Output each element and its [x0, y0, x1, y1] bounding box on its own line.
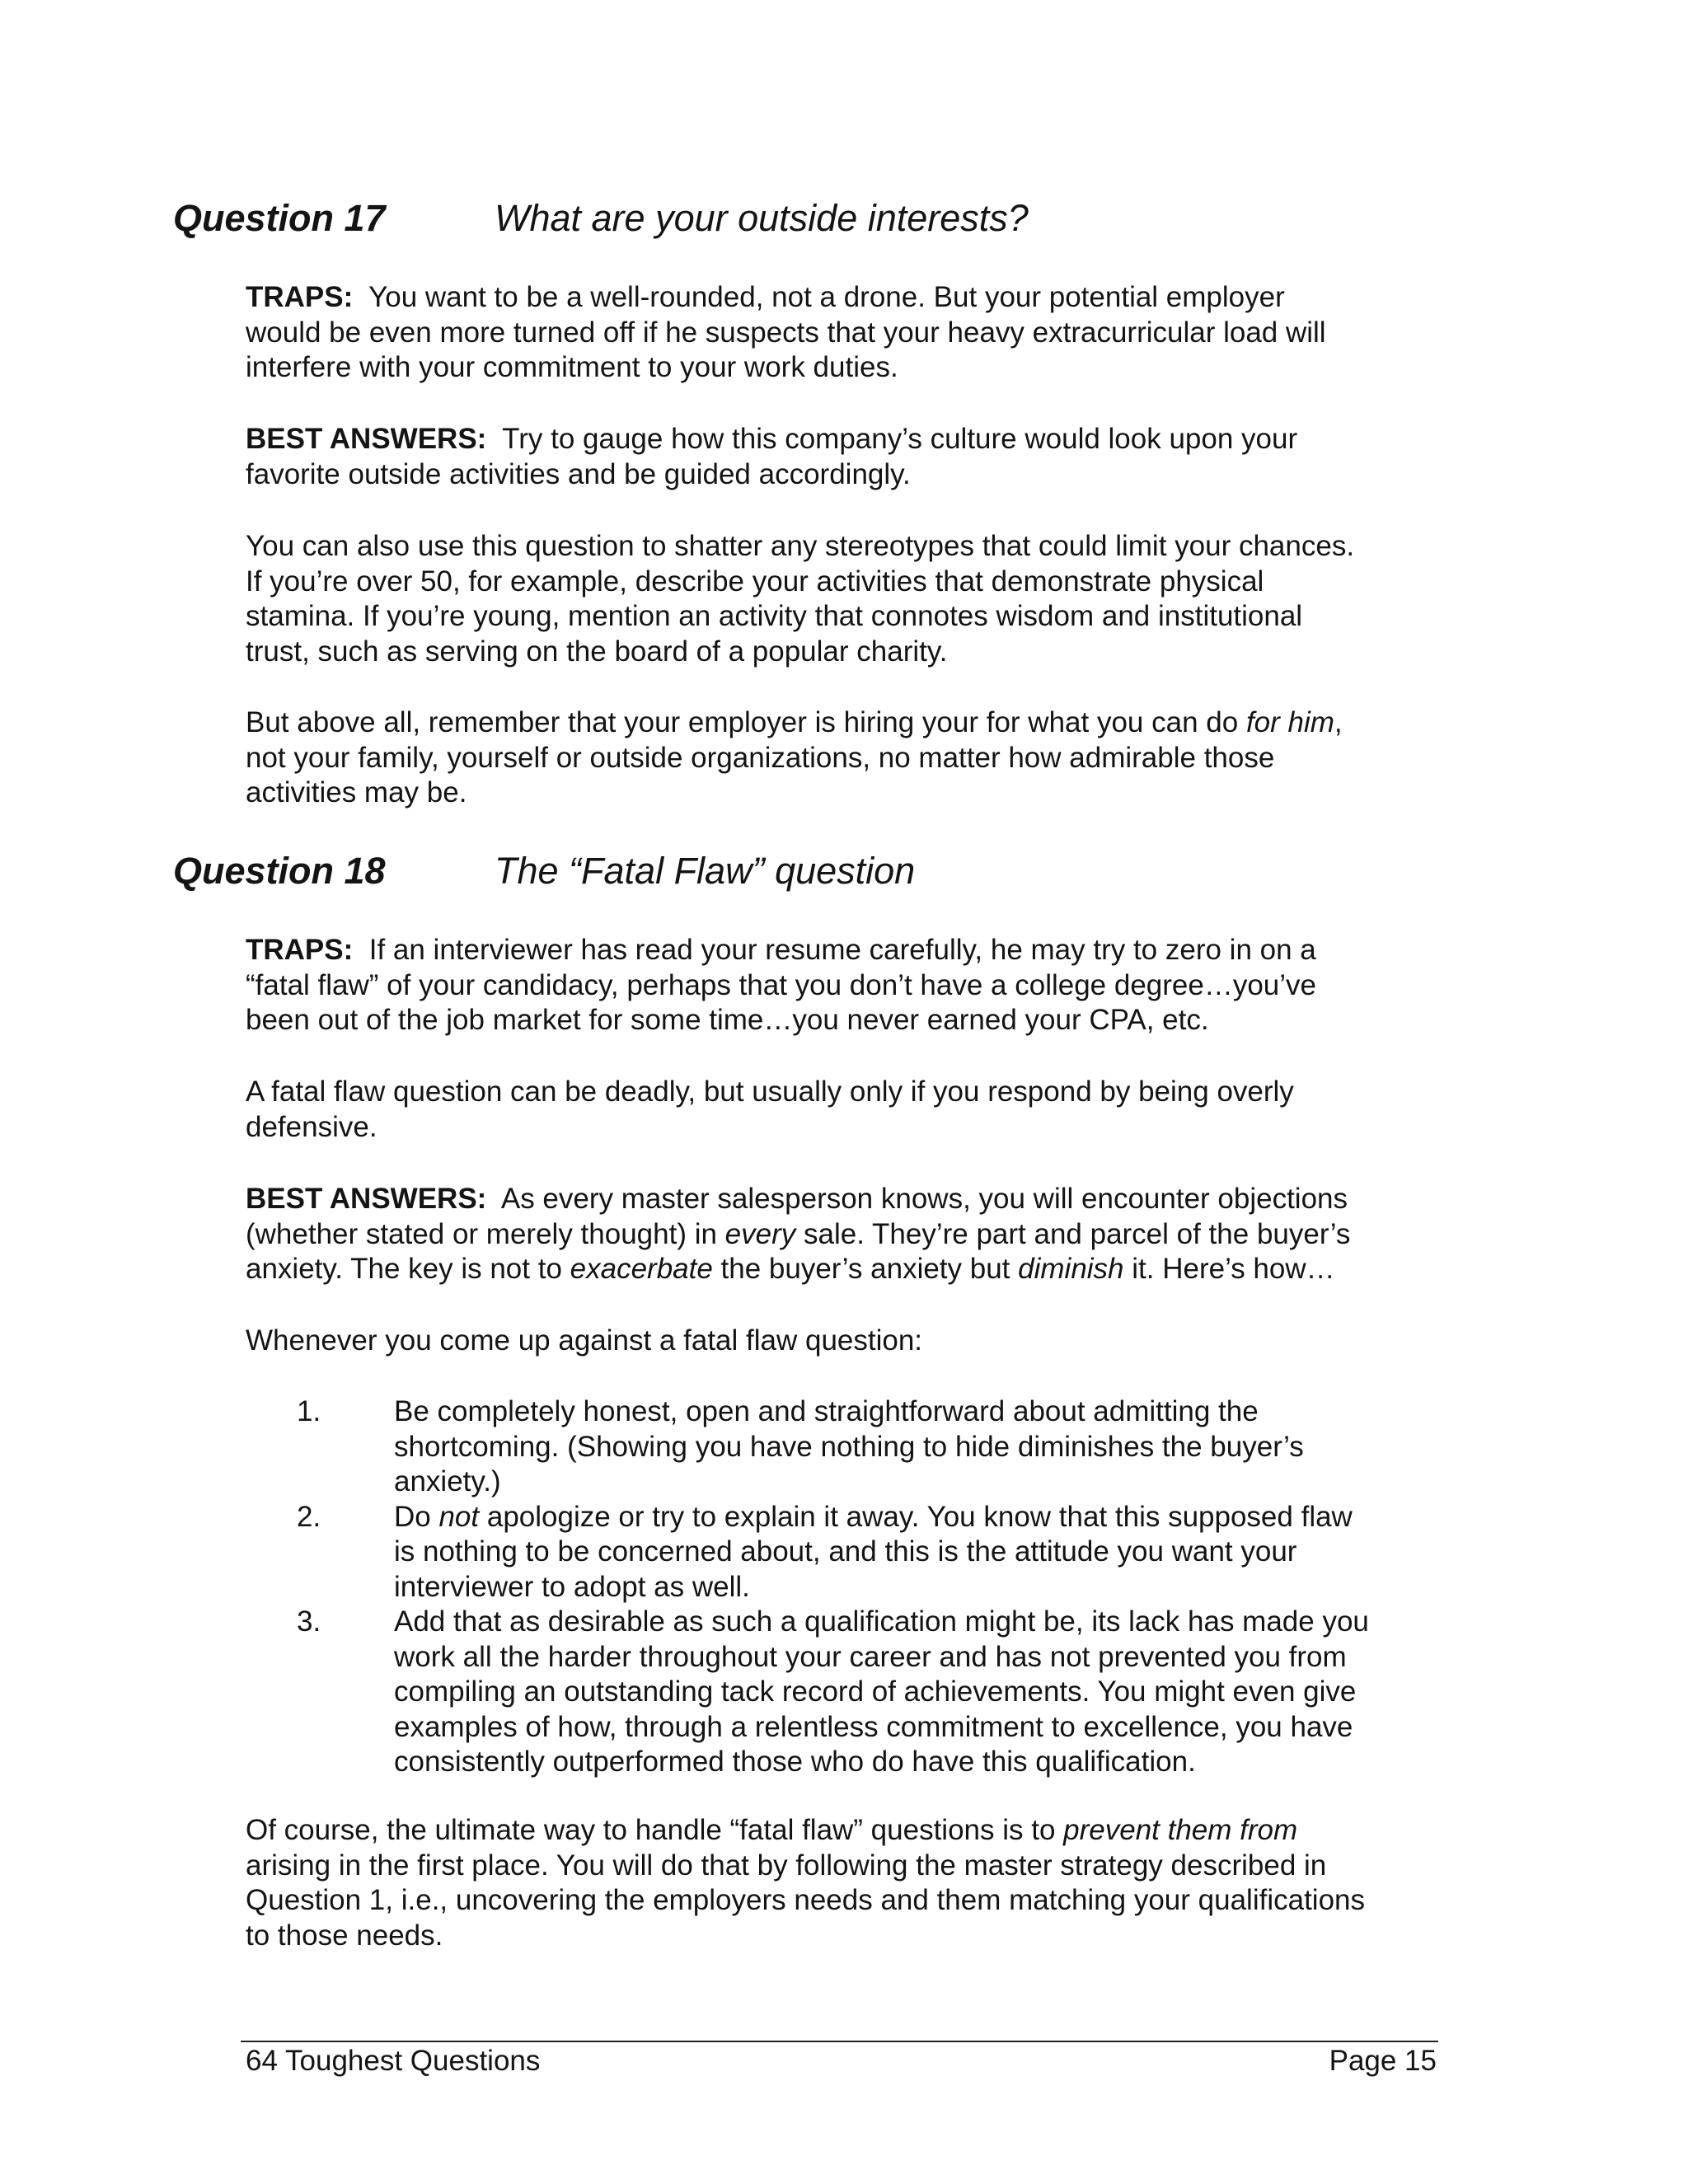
text-line: If you’re over 50, for example, describe your activities that demonstrate physical: [246, 565, 1264, 598]
text-line: shortcoming. (Showing you have nothing to hide diminishes the buyer’s: [394, 1430, 1304, 1463]
q17-paragraph-above-all: [246, 705, 1441, 811]
text-line: defensive.: [246, 1110, 377, 1143]
traps-label: TRAPS:: [246, 281, 354, 313]
q17-paragraph-stereotypes: [246, 529, 1441, 669]
text-line: A fatal flaw question can be deadly, but usually only if you respond by being overly: [246, 1076, 1294, 1108]
list-item: [246, 1394, 1441, 1500]
text-line: Do not apologize or try to explain it away. You know that this supposed flaw: [394, 1500, 1353, 1533]
text-line: examples of how, through a relentless commitment to excellence, you have: [394, 1710, 1353, 1743]
text-line: As every master salesperson knows, you will encounter objections: [500, 1183, 1348, 1215]
text-line: (whether stated or merely thought) in every sale. They’re part and parcel of the buyer’s: [246, 1217, 1351, 1250]
best-answers-label: BEST ANSWERS:: [246, 1183, 487, 1215]
text-line: But above all, remember that your employer is hiring your for what you can do for him,: [246, 706, 1343, 738]
question-title: What are your outside interests?: [495, 197, 1029, 239]
text-line: would be even more turned off if he suspects that your heavy extracurricular load will: [246, 316, 1326, 349]
footer-title: 64 Toughest Questions: [246, 2045, 541, 2077]
text-line: favorite outside activities and be guided accordingly.: [246, 457, 911, 490]
page-number: Page 15: [1329, 2045, 1437, 2077]
text-line: Try to gauge how this company’s culture would look upon your: [502, 423, 1298, 455]
text-line: anxiety.): [394, 1465, 501, 1497]
text-line: “fatal flaw” of your candidacy, perhaps that you don’t have a college degree…you’ve: [246, 968, 1317, 1001]
text-line: Question 1, i.e., uncovering the employers needs and them matching your qualifications: [246, 1884, 1365, 1916]
q18-whenever: [246, 1324, 1441, 1359]
question-17-heading: [173, 196, 1029, 241]
q18-traps: [246, 933, 1441, 1038]
q18-best-answers: [246, 1182, 1441, 1287]
text-line: If an interviewer has read your resume carefully, he may try to zero in on a: [368, 934, 1316, 966]
text-line: work all the harder throughout your career and has not prevented you from: [394, 1640, 1347, 1673]
text-line: stamina. If you’re young, mention an activity that connotes wisdom and institutional: [246, 600, 1303, 632]
list-item: [246, 1605, 1441, 1780]
text-line: is nothing to be concerned about, and this is the attitude you want your: [394, 1535, 1297, 1568]
list-number: 2.: [297, 1500, 321, 1533]
traps-label: TRAPS:: [246, 934, 354, 966]
question-title: The “Fatal Flaw” question: [495, 850, 916, 892]
text-line: been out of the job market for some time…you never earned your CPA, etc.: [246, 1004, 1209, 1036]
text-line: Be completely honest, open and straightforward about admitting the: [394, 1395, 1259, 1427]
list-number: 3.: [297, 1605, 321, 1638]
text-line: Of course, the ultimate way to handle “fatal flaw” questions is to prevent them from: [246, 1814, 1298, 1846]
text-line: arising in the first place. You will do that by following the master strategy described in: [246, 1849, 1327, 1882]
text-line: to those needs.: [246, 1919, 443, 1952]
text-line: interviewer to adopt as well.: [394, 1570, 750, 1603]
footer-divider: [241, 2041, 1438, 2042]
text-line: trust, such as serving on the board of a popular charity.: [246, 635, 948, 668]
q18-deadly-paragraph: [246, 1075, 1441, 1145]
q18-closing-paragraph: [246, 1813, 1441, 1953]
best-answers-label: BEST ANSWERS:: [246, 423, 487, 455]
list-number: 1.: [297, 1395, 321, 1427]
q17-traps: [246, 280, 1441, 386]
text-line: activities may be.: [246, 776, 467, 808]
text-line: consistently outperformed those who do have this qualification.: [394, 1746, 1196, 1778]
text-line: Whenever you come up against a fatal flaw question:: [246, 1324, 923, 1357]
text-line: not your family, yourself or outside organizations, no matter how admirable those: [246, 741, 1275, 774]
list-item: [246, 1500, 1441, 1605]
text-line: interfere with your commitment to your work duties.: [246, 351, 898, 383]
text-line: compiling an outstanding tack record of achievements. You might even give: [394, 1675, 1357, 1708]
text-line: You want to be a well-rounded, not a drone. But your potential employer: [368, 281, 1285, 313]
text-line: anxiety. The key is not to exacerbate the buyer’s anxiety but diminish it. Here’s how…: [246, 1253, 1335, 1285]
question-number: Question 18: [173, 850, 386, 892]
q17-best-answers: [246, 422, 1441, 492]
text-line: You can also use this question to shatter any stereotypes that could limit your chances.: [246, 530, 1355, 562]
question-18-heading: [173, 849, 915, 893]
q18-numbered-list: [246, 1394, 1441, 1780]
text-line: Add that as desirable as such a qualification might be, its lack has made you: [394, 1605, 1369, 1638]
question-number: Question 17: [173, 197, 386, 239]
